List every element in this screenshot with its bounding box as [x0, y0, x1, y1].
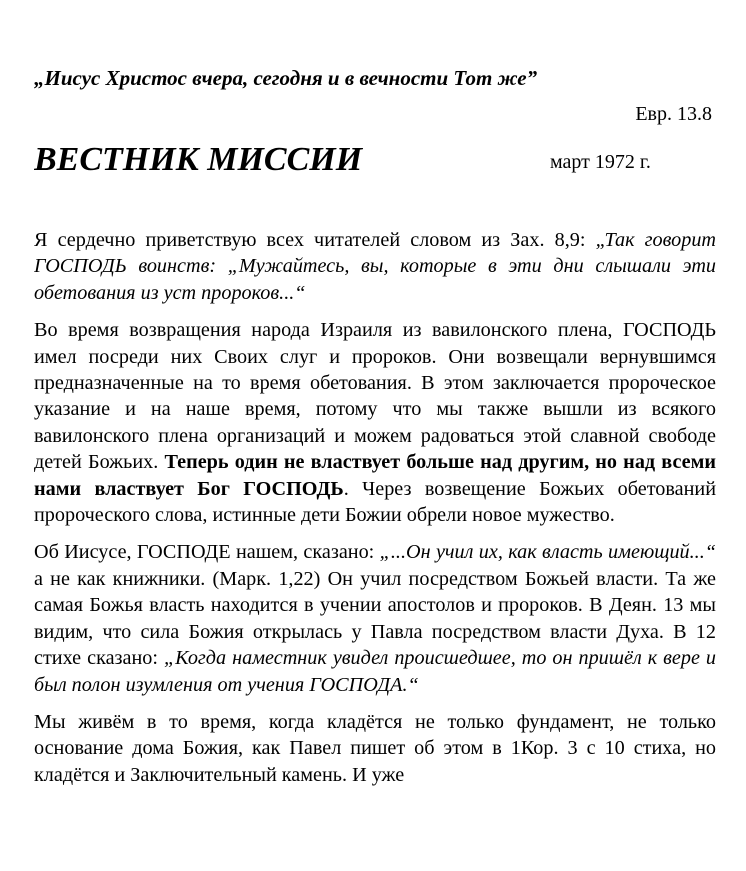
foundation-text: Мы живём в то время, когда кладётся не только фундамент, не только основание дома Божия, как Павел пишет об этом в 1Кор. 3 с 10 стиха, но кладётся и Заключительный камень. И уже [34, 710, 716, 786]
motto: „Иисус Христос вчера, сегодня и в вечности Тот же” [34, 66, 538, 90]
paragraph-babylon [34, 317, 716, 528]
paragraph-authority [34, 539, 716, 697]
paragraph-foundation [34, 709, 716, 788]
greeting-text: Я сердечно приветствую всех читателей словом из Зах. 8,9: [34, 229, 596, 251]
babylon-emphasis: Теперь один не властвует больше над другим, но над всеми нами властвует Бог ГОСПОДЬ [34, 451, 716, 500]
article-body [34, 227, 716, 799]
authority-text-2: а не как книжники. (Марк. 1,22) Он учил посредством Божьей власти. Та же самая Божья власть находится в учении апостолов и пророков. В Деян. 13 мы видим, что сила Божия открылась у Павла посредством власти Духа. В 12 стихе сказано: [34, 567, 716, 670]
issue-date: март 1972 г. [550, 151, 651, 173]
babylon-text-start: Во время возвращения народа Израиля из вавилонского плена, ГОСПОДЬ имел посреди них Своих слуг и пророков. Они возвещали вернувшимся предназначенные на то время обетования. В этом заключается пророческое указание и на наше время, потому что мы также вышли из всякого вавилонского плена организаций и можем радоваться этой славной свободе детей Божьих. [34, 319, 716, 474]
authority-text-1: Об Иисусе, ГОСПОДЕ нашем, сказано: [34, 541, 380, 564]
greeting-quote: „Так говорит ГОСПОДЬ воинств: „Мужайтесь, вы, которые в эти дни слышали эти обетования из уст пророков...“ [34, 229, 716, 304]
authority-quote-1: „...Он учил их, как власть имеющий...“ [379, 541, 716, 564]
paragraph-greeting [34, 227, 716, 306]
motto-reference: Евр. 13.8 [635, 103, 712, 125]
authority-quote-2: „Когда наместник увидел происшедшее, то он пришёл к вере и был полон изумления от учения ГОСПОДА.“ [34, 647, 716, 696]
babylon-text-end: . Через возвещение Божьих обетований пророческого слова, истинные дети Божии обрели новое мужество. [34, 477, 716, 527]
newsletter-page [34, 0, 716, 871]
newsletter-title: ВЕСТНИК МИССИИ [34, 141, 363, 178]
